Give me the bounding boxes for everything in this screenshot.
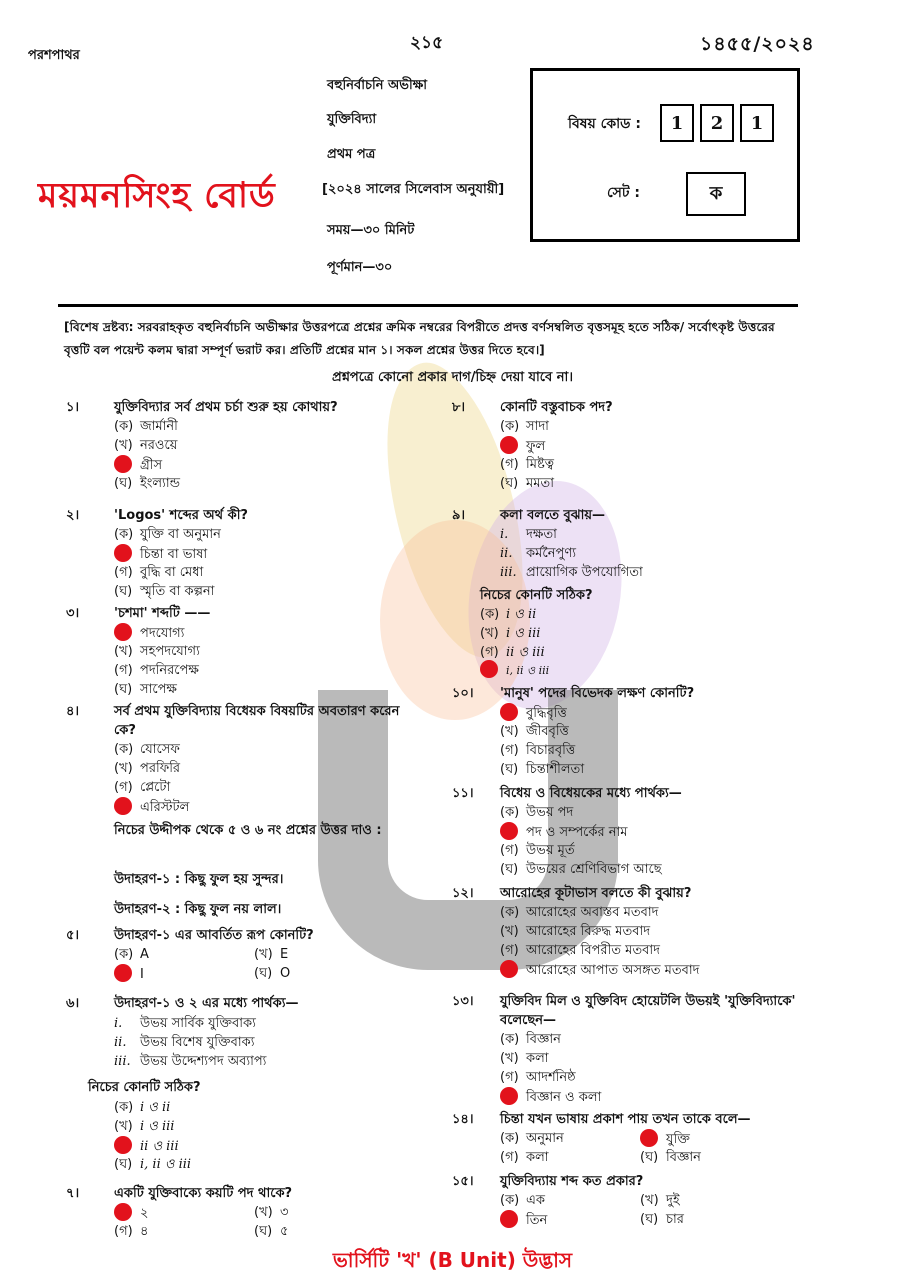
paper-name: প্রথম পত্র bbox=[327, 147, 376, 162]
question-text: 'মানুষ' পদের বিভেদক লক্ষণ কোনটি? bbox=[500, 686, 695, 701]
option-correct: I bbox=[114, 964, 144, 984]
filled-answer-circle bbox=[500, 1210, 518, 1228]
option: (গ) বুদ্ধি বা মেধা bbox=[114, 565, 204, 580]
exam-year: ১৪৫৫/২০২৪ bbox=[700, 33, 815, 55]
filled-answer-circle bbox=[500, 822, 518, 840]
filled-answer-circle bbox=[500, 436, 518, 454]
option: (খ) সহপদযোগ্য bbox=[114, 644, 200, 659]
filled-answer-circle bbox=[114, 1203, 132, 1221]
question-text: একটি যুক্তিবাক্যে কয়টি পদ থাকে? bbox=[114, 1186, 293, 1201]
question-3 bbox=[66, 604, 456, 696]
option-correct: পদযোগ্য bbox=[114, 623, 184, 643]
option: (ক) এক bbox=[500, 1193, 545, 1208]
option-correct: যুক্তি bbox=[640, 1129, 690, 1149]
option: (ক) i ও ii bbox=[114, 1100, 171, 1115]
option: (ঘ) O bbox=[254, 966, 291, 981]
question-11 bbox=[452, 784, 832, 876]
option: (ঘ) ইংল্যান্ড bbox=[114, 476, 180, 491]
option: (খ) পরফিরি bbox=[114, 761, 181, 776]
option: (ঘ) i, ii ও iii bbox=[114, 1157, 192, 1172]
filled-answer-circle bbox=[114, 455, 132, 473]
filled-answer-circle bbox=[480, 660, 498, 678]
question-text: যুক্তিবিদ্যার সর্ব প্রথম চর্চা শুরু হয় কোথায়? bbox=[114, 400, 338, 415]
set-label: সেট : bbox=[607, 185, 641, 201]
filled-answer-circle bbox=[500, 703, 518, 721]
subject-code-digit: 2 bbox=[700, 104, 734, 142]
question-text: কোনটি বস্তুবাচক পদ? bbox=[500, 400, 613, 415]
option: (খ) কলা bbox=[500, 1051, 549, 1066]
filled-answer-circle bbox=[640, 1129, 658, 1147]
question-number: ৩। bbox=[66, 606, 80, 621]
option: (খ) আরোহের বিরুদ্ধ মতবাদ bbox=[500, 924, 651, 939]
option-correct: বিজ্ঞান ও কলা bbox=[500, 1087, 601, 1107]
question-text: চিন্তা যখন ভাষায় প্রকাশ পায় তখন তাকে বলে— bbox=[500, 1112, 751, 1127]
option: (খ) নরওয়ে bbox=[114, 438, 178, 453]
set-value: ক bbox=[686, 172, 746, 216]
question-13 bbox=[452, 992, 832, 1104]
question-9 bbox=[452, 506, 832, 677]
exam-type: বহুনির্বাচনি অভীক্ষা bbox=[327, 78, 428, 93]
question-number: ১০। bbox=[452, 686, 474, 701]
option-correct: বুদ্ধিবৃত্তি bbox=[500, 703, 567, 723]
option: (ঘ) উভয়ের শ্রেণিবিভাগ আছে bbox=[500, 862, 662, 877]
question-7 bbox=[66, 1184, 456, 1240]
filled-answer-circle bbox=[114, 1136, 132, 1154]
question-number: ৬। bbox=[66, 996, 80, 1011]
sub-question: নিচের কোনটি সঠিক? bbox=[480, 588, 593, 603]
statement: iii. উভয় উদ্দেশ্যপদ অব্যাপ্য bbox=[114, 1054, 267, 1069]
option: (গ) মিষ্টত্ব bbox=[500, 457, 554, 472]
option: (ঘ) সাপেক্ষ bbox=[114, 682, 177, 697]
subject-name: যুক্তিবিদ্যা bbox=[327, 112, 377, 127]
option: (খ) E bbox=[254, 947, 289, 962]
option: (গ) বিচারবৃত্তি bbox=[500, 743, 576, 758]
option-correct: পদ ও সম্পর্কের নাম bbox=[500, 822, 628, 842]
option: (ক) আরোহের অবাস্তব মতবাদ bbox=[500, 905, 659, 920]
question-number: ১২। bbox=[452, 886, 474, 901]
question-number: ৯। bbox=[452, 508, 466, 523]
syllabus-note: [২০২৪ সালের সিলেবাস অনুযায়ী] bbox=[322, 182, 505, 197]
question-number: ৪। bbox=[66, 704, 80, 719]
subject-code-digit: 1 bbox=[740, 104, 774, 142]
page-number: ২১৫ bbox=[410, 33, 444, 53]
question-number: ১৫। bbox=[452, 1174, 474, 1189]
option-correct: ২ bbox=[114, 1203, 148, 1223]
option: (ক) A bbox=[114, 947, 149, 962]
stimulus-example-2: উদাহরণ-২ : কিছু ফুল নয় লাল। bbox=[114, 902, 282, 917]
question-text: আরোহের কূটাভাস বলতে কী বুঝায়? bbox=[500, 886, 692, 901]
option: (খ) দুই bbox=[640, 1193, 680, 1208]
question-text: বিধেয় ও বিধেয়কের মধ্যে পার্থক্য— bbox=[500, 786, 682, 801]
option-correct: চিন্তা বা ভাষা bbox=[114, 544, 207, 564]
option: (খ) ৩ bbox=[254, 1205, 289, 1220]
option: (গ) ৪ bbox=[114, 1224, 149, 1239]
question-10 bbox=[452, 684, 832, 776]
option-correct: তিন bbox=[500, 1210, 547, 1230]
option: (খ) জীববৃত্তি bbox=[500, 724, 569, 739]
option: (ক) যুক্তি বা অনুমান bbox=[114, 527, 221, 542]
filled-answer-circle bbox=[114, 544, 132, 562]
option-correct: আরোহের আপাত অসঙ্গত মতবাদ bbox=[500, 960, 699, 980]
option: (ক) উভয় পদ bbox=[500, 805, 574, 820]
question-text: 'চশমা' শব্দটি —— bbox=[114, 606, 211, 621]
option: (ক) যোসেফ bbox=[114, 742, 180, 757]
footer-brand: ভার্সিটি 'খ' (B Unit) উদ্ভাস bbox=[332, 1248, 573, 1272]
question-2 bbox=[66, 506, 456, 598]
option: (গ) পদনিরপেক্ষ bbox=[114, 663, 199, 678]
exam-time: সময়—৩০ মিনিট bbox=[327, 223, 415, 238]
question-number: ৮। bbox=[452, 400, 466, 415]
statement: iii. প্রায়োগিক উপযোগিতা bbox=[500, 565, 643, 580]
board-title: ময়মনসিংহ বোর্ড bbox=[38, 176, 276, 216]
option: (গ) প্লেটো bbox=[114, 780, 171, 795]
question-text: যুক্তিবিদ মিল ও যুক্তিবিদ হোয়েটলি উভয়ই 'যুক্তিবিদ্যাকে' বলেছেন— bbox=[500, 994, 796, 1028]
option-correct: গ্রীস bbox=[114, 455, 162, 475]
option: (ঘ) স্মৃতি বা কল্পনা bbox=[114, 584, 215, 599]
option-correct: i, ii ও iii bbox=[480, 660, 549, 680]
option: (গ) উভয় মূর্ত bbox=[500, 843, 575, 858]
option-correct: এরিস্টটল bbox=[114, 797, 189, 817]
option: (ক) বিজ্ঞান bbox=[500, 1032, 561, 1047]
option-correct: ফুল bbox=[500, 436, 545, 456]
question-number: ১৪। bbox=[452, 1112, 474, 1127]
option: (গ) আরোহের বিপরীত মতবাদ bbox=[500, 943, 660, 958]
sub-question: নিচের কোনটি সঠিক? bbox=[88, 1080, 201, 1095]
statement: ii. উভয় বিশেষ যুক্তিবাক্য bbox=[114, 1035, 255, 1050]
instructions: [বিশেষ দ্রষ্টব্য: সরবরাহকৃত বহুনির্বাচনি অভীক্ষার উত্তরপত্রে প্রশ্নের ক্রমিক নম্বরের বিপরীতে প্রদত্ত বর্ণসম্বলিত বৃত্তসমূহ হতে সঠিক/ সর্বোৎকৃষ্ট উত্তরের বৃত্তটি বল পয়েন্ট কলম দ্বারা সম্পূর্ণ ভরাট কর। প্রতিটি প্রশ্নের মান ১। সকল প্রশ্নের উত্তর দিতে হবে।] bbox=[64, 320, 775, 357]
question-number: ১১। bbox=[452, 786, 474, 801]
question-12 bbox=[452, 884, 832, 976]
option: (ক) i ও ii bbox=[480, 607, 537, 622]
question-15 bbox=[452, 1172, 832, 1228]
question-number: ৭। bbox=[66, 1186, 80, 1201]
option: (গ) ii ও iii bbox=[480, 645, 545, 660]
question-number: ২। bbox=[66, 508, 80, 523]
stimulus-example-1: উদাহরণ-১ : কিছু ফুল হয় সুন্দর। bbox=[114, 872, 284, 887]
option: (ক) জার্মানী bbox=[114, 419, 178, 434]
header-divider bbox=[58, 304, 798, 307]
question-text: উদাহরণ-১ ও ২ এর মধ্যে পার্থক্য— bbox=[114, 996, 299, 1011]
option: (খ) i ও iii bbox=[114, 1119, 175, 1134]
question-number: ৫। bbox=[66, 928, 80, 943]
option: (গ) কলা bbox=[500, 1150, 549, 1165]
option: (ক) সাদা bbox=[500, 419, 549, 434]
filled-answer-circle bbox=[114, 797, 132, 815]
question-5 bbox=[66, 926, 456, 982]
question-text: উদাহরণ-১ এর আবর্তিত রূপ কোনটি? bbox=[114, 928, 314, 943]
option: (ক) অনুমান bbox=[500, 1131, 564, 1146]
stimulus-intro: নিচের উদ্দীপক থেকে ৫ ও ৬ নং প্রশ্নের উত্তর দাও : bbox=[114, 823, 382, 838]
question-text: সর্ব প্রথম যুক্তিবিদ্যায় বিধেয়ক বিষয়টির অবতারণ করেন কে? bbox=[114, 704, 400, 738]
question-text: 'Logos' শব্দের অর্থ কী? bbox=[114, 508, 248, 523]
question-1 bbox=[66, 398, 456, 490]
question-8 bbox=[452, 398, 832, 490]
option: (গ) আদর্শনিষ্ঠ bbox=[500, 1070, 576, 1085]
code-box bbox=[530, 68, 800, 242]
statement: ii. কর্মনৈপুণ্য bbox=[500, 546, 576, 561]
statement: i. দক্ষতা bbox=[500, 527, 557, 542]
option: (ঘ) ৫ bbox=[254, 1224, 289, 1239]
option: (ঘ) বিজ্ঞান bbox=[640, 1150, 701, 1165]
question-text: কলা বলতে বুঝায়— bbox=[500, 508, 606, 523]
subject-code-digit: 1 bbox=[660, 104, 694, 142]
statement: i. উভয় সার্বিক যুক্তিবাক্য bbox=[114, 1016, 256, 1031]
option-correct: ii ও iii bbox=[114, 1136, 179, 1156]
subject-code-label: বিষয় কোড : bbox=[568, 116, 641, 132]
filled-answer-circle bbox=[114, 623, 132, 641]
question-6 bbox=[66, 994, 456, 1174]
option: (ঘ) মমতা bbox=[500, 476, 554, 491]
question-number: ১৩। bbox=[452, 994, 474, 1009]
warning-line: প্রশ্নপত্রে কোনো প্রকার দাগ/চিহ্ন দেয়া যাবে না। bbox=[332, 370, 573, 385]
option: (খ) i ও iii bbox=[480, 626, 541, 641]
question-text: যুক্তিবিদ্যায় শব্দ কত প্রকার? bbox=[500, 1174, 644, 1189]
full-marks: পূর্ণমান—৩০ bbox=[327, 260, 393, 275]
option: (ঘ) চিন্তাশীলতা bbox=[500, 762, 585, 777]
filled-answer-circle bbox=[500, 960, 518, 978]
question-14 bbox=[452, 1110, 832, 1166]
filled-answer-circle bbox=[114, 964, 132, 982]
publisher-name: পরশপাথর bbox=[28, 48, 80, 63]
option: (ঘ) চার bbox=[640, 1212, 684, 1227]
question-4 bbox=[66, 702, 426, 814]
question-number: ১। bbox=[66, 400, 80, 415]
filled-answer-circle bbox=[500, 1087, 518, 1105]
